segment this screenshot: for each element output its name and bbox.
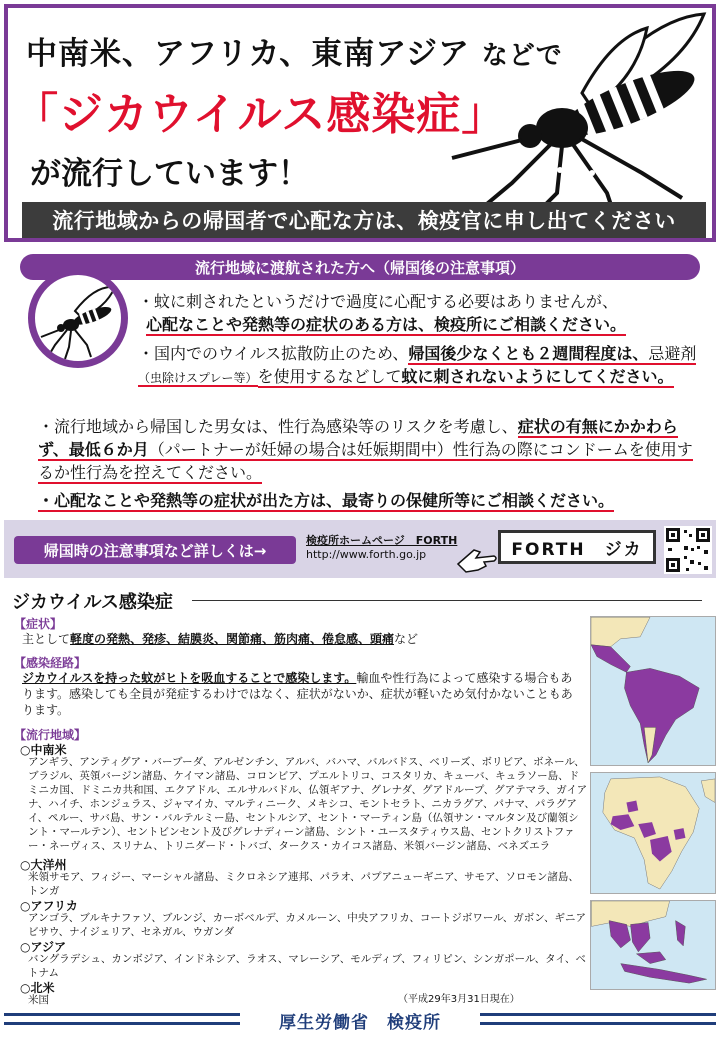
route-heading: 【感染経路】 — [14, 656, 87, 670]
region-name: ○大洋州 — [20, 858, 67, 872]
footer-rule-right-2 — [480, 1022, 716, 1025]
footer-rule-right — [480, 1013, 716, 1016]
notice-bullet-3 — [38, 415, 708, 484]
region-name: ○北米 — [20, 981, 55, 995]
notice-bullet-2-note: （虫除けスプレー等） — [138, 371, 258, 385]
details-link-button[interactable]: 帰国時の注意事項など詳しくは→ — [14, 536, 296, 564]
footer-org-name: 厚生労働省 検疫所 — [279, 1013, 441, 1033]
footer-rule-left-2 — [4, 1022, 240, 1025]
areas-heading: 【流行地域】 — [14, 728, 87, 742]
region-countries: 米領サモア、フィジー、マーシャル諸島、ミクロネシア連邦、パラオ、パプアニューギニア、サモア、ソロモン諸島、トンガ — [28, 871, 579, 897]
symptoms-heading: 【症状】 — [14, 617, 63, 631]
date-note: （平成29年3月31日現在） — [398, 994, 520, 1005]
info-strip — [4, 520, 716, 578]
symptoms-text — [22, 631, 582, 647]
forth-url-link[interactable]: http://www.forth.go.jp — [306, 548, 427, 561]
notice-bullet-3-text2: （パートナーが妊婦の場合は妊娠期間中）性行為の際にコンドームを使用するか性行為を控えてください。 — [38, 440, 693, 482]
asia-map — [590, 900, 716, 990]
header-disease-title: 「ジカウイルス感染症」 — [14, 89, 507, 140]
route-detail: 輸血や性行為によって感染する場合もあります。感染しても全員が発症するわけではなく、症状がないか、症状が軽いため気付かないこともあります。 — [22, 671, 573, 717]
region-countries: アンゴラ、ブルキナファソ、ブルンジ、カーボベルデ、カメルーン、中央アフリカ、コートジボワール、ガボン、ギニアビサウ、ナイジェリア、セネガル、ウガンダ — [28, 912, 586, 938]
qr-code-icon[interactable] — [664, 526, 712, 574]
americas-map — [590, 616, 716, 766]
symptoms-list: 軽度の発熱、発疹、結膜炎、関節痛、筋肉痛、倦怠感、頭痛 — [70, 632, 395, 646]
forth-homepage-label[interactable]: 検疫所ホームページ FORTH — [306, 534, 458, 547]
region-countries: バングラデシュ、カンボジア、インドネシア、ラオス、マレーシア、モルディブ、フィリピン、シンガポール、タイ、ベトナム — [28, 953, 586, 979]
region-name: ○アフリカ — [20, 899, 78, 913]
notice-bullet-2-repellent: 忌避剤 — [648, 344, 697, 363]
footer — [4, 1008, 716, 1036]
symptoms-tail: など — [394, 632, 419, 646]
notice-bullet-2-text2: を使用するなどして — [257, 367, 402, 386]
notice-bullet-2-text: ・国内でのウイルス拡散防止のため、 — [138, 344, 409, 363]
header-banner: 流行地域からの帰国者で心配な方は、検疫官に申し出てください — [22, 202, 706, 238]
notice-bullet-3-emphasis: 症状の有無にかかわらず、最低６か月 — [38, 417, 678, 459]
zika-section-title: ジカウイルス感染症 — [12, 592, 173, 613]
search-keyword-box[interactable]: FORTH ジカ — [498, 530, 656, 564]
notice-bullet-1 — [138, 290, 708, 336]
pointing-hand-icon — [456, 544, 500, 574]
notice-bullet-2-emphasis: 帰国後少なくとも２週間程度は、 — [408, 344, 649, 363]
header-regions-text: 中南米、アフリカ、東南アジア — [26, 36, 470, 72]
region-countries: アンギラ、アンティグア・バーブーダ、アルゼンチン、アルバ、バハマ、バルバドス、ベリーズ、ボリビア、ボネール、ブラジル、英領バージン諸島、ケイマン諸島、コロンビア、プエルトリコ、コスタリカ、キューバ、キュラソー島、ドミニカ国、ドミニカ共和国、エクアドル、エルサルバドル、仏領ギアナ、グレナダ、グアドループ、グアテマラ、ガイアナ、ハイチ、ホンジュラス、ジャマイカ、マルティニーク、メキシコ、モントセラト、ニカラグア、パナマ、パラグアイ、ペルー、サバ島、サン・バルテルミー島、セントルシア、セント・マーティン島（仏領サン・マルタン及び蘭領シント・マールテン）、セントビンセント及びグレナディーン諸島、シント・ユースタティウス島、セントクリストファー・ネーヴィス、スリナム、トリニダード・トバゴ、タークス・カイコス諸島、米領バージン諸島、ベネズエラ — [28, 756, 588, 852]
section-rule — [192, 600, 702, 601]
notice-bullet-4-text: ・心配なことや発熱等の症状が出た方は、最寄りの保健所等にご相談ください。 — [38, 491, 615, 510]
mosquito-circle-icon — [28, 268, 128, 368]
route-main: ジカウイルスを持った蚊がヒトを吸血することで感染します。 — [22, 671, 357, 685]
africa-map — [590, 772, 716, 894]
route-text — [22, 670, 582, 718]
mosquito-illustration-icon — [442, 8, 712, 208]
header-line3: が流行しています！ — [30, 156, 309, 192]
notice-title-bar: 流行地域に渡航された方へ（帰国後の注意事項） — [20, 254, 700, 280]
notice-bullet-3-text: ・流行地域から帰国した男女は、性行為感染等のリスクを考慮し、 — [38, 417, 518, 436]
notice-bullet-2-emphasis2: 蚊に刺されないようにしてください。 — [401, 367, 674, 386]
region-name: ○アジア — [20, 940, 66, 954]
header-suffix-text: などで — [481, 41, 563, 71]
header-panel — [4, 4, 716, 242]
region-name: ○中南米 — [20, 743, 67, 757]
footer-rule-left — [4, 1013, 240, 1016]
region-countries: 米国 — [28, 994, 49, 1006]
symptoms-lead: 主として — [22, 632, 71, 646]
notice-bullet-2 — [138, 342, 708, 390]
notice-bullet-4 — [38, 489, 708, 512]
notice-bullet-1-text: ・蚊に刺されたというだけで過度に心配する必要はありませんが、 — [138, 292, 619, 311]
notice-bullet-1-emphasis: 心配なことや発熱等の症状のある方は、検疫所にご相談ください。 — [146, 315, 627, 334]
